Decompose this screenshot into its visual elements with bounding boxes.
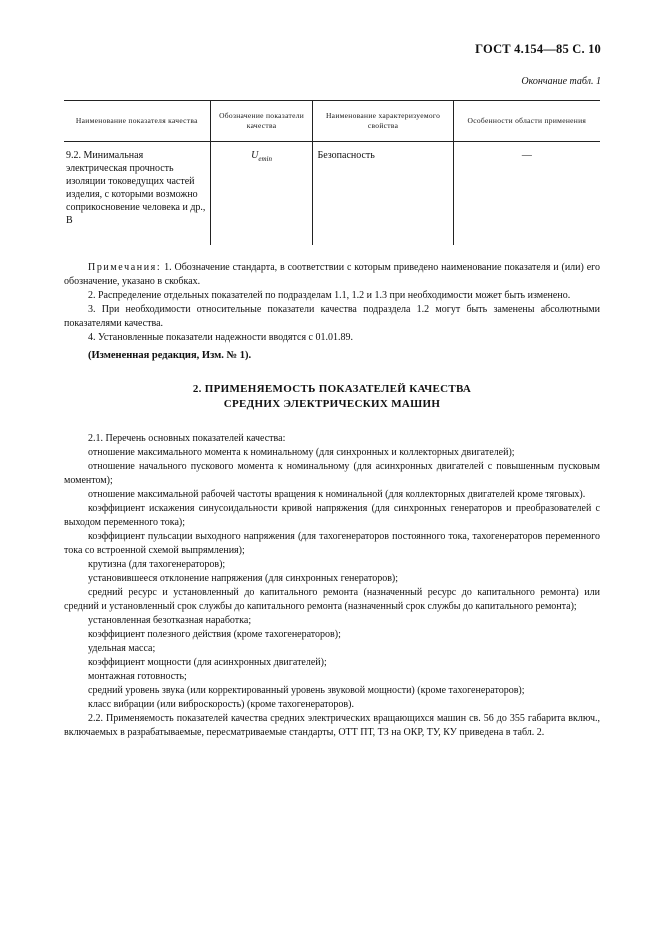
section-title-line-1: 2. ПРИМЕНЯЕМОСТЬ ПОКАЗАТЕЛЕЙ КАЧЕСТВА — [192, 383, 472, 395]
indicators-table — [64, 100, 600, 245]
list-item: коэффициент мощности (для асинхронных двигателей); — [88, 657, 327, 668]
list-item: установленная безотказная наработка; — [88, 615, 252, 626]
amendment-note: (Измененная редакция, Изм. № 1). — [88, 350, 252, 361]
quality-indicator-list — [64, 432, 600, 740]
cell-symbol — [210, 142, 313, 246]
list-item: средний уровень звука (или корректированный уровень звуковой мощности) (кроме тахогенераторов); — [88, 685, 525, 696]
list-item: отношение максимального момента к номинальному (для синхронных и коллекторных двигателей); — [88, 447, 515, 458]
cell-features: — — [453, 142, 600, 246]
note-1 — [64, 261, 600, 289]
column-header-property: Наименование характеризуемого свойства — [313, 101, 453, 142]
list-item: установившееся отклонение напряжения (для синхронных генераторов); — [88, 573, 399, 584]
list-item: коэффициент искажения синусоидальности кривой напряжения (для синхронных генераторов и преобразователей с выходом переменного тока); — [64, 503, 600, 528]
list-item: отношение начального пускового момента к номинальному (для асинхронных двигателей с повышенным пусковым моментом); — [64, 461, 600, 486]
column-header-indicator: Наименование показателя качества — [64, 101, 210, 142]
note-3: 3. При необходимости относительные показатели качества подраздела 1.2 могут быть заменены абсолютными показателями качества. — [64, 304, 600, 329]
list-item: отношение максимальной рабочей частоты вращения к номинальной (для коллекторных двигателей кроме тяговых). — [88, 489, 586, 500]
table-caption: Окончание табл. 1 — [521, 76, 601, 87]
page-header: ГОСТ 4.154—85 С. 10 — [475, 42, 601, 56]
list-item: класс вибрации (или виброскорость) (кроме тахогенераторов). — [88, 699, 354, 710]
list-item: крутизна (для тахогенераторов); — [88, 559, 226, 570]
notes-label: Примечания: — [88, 262, 162, 273]
column-header-features: Особенности области применения — [453, 101, 600, 142]
note-text: 1. Обозначение стандарта, в соответствии с которым приведено наименование показателя и (или) его обозначение, указано в скобках. — [64, 262, 600, 287]
list-item: средний ресурс и установленный до капитального ремонта (назначенный ресурс до капитального ремонта) или средний и установленный срок службы до капитального ремонта (назначенный срок службы до капитального ремонта); — [64, 587, 600, 612]
note-2: 2. Распределение отдельных показателей по подразделам 1.1, 1.2 и 1.3 при необходимости может быть изменено. — [88, 290, 571, 301]
list-item: коэффициент полезного действия (кроме тахогенераторов); — [88, 629, 341, 640]
list-item: монтажная готовность; — [88, 671, 187, 682]
cell-property: Безопасность — [313, 142, 453, 246]
table-row — [64, 142, 600, 246]
notes-block — [64, 261, 600, 345]
note-4: 4. Установленные показатели надежности вводятся с 01.01.89. — [88, 332, 353, 343]
list-item: удельная масса; — [88, 643, 156, 654]
section-title-line-2: СРЕДНИХ ЭЛЕКТРИЧЕСКИХ МАШИН — [223, 398, 441, 410]
cell-indicator: 9.2. Минимальная электрическая прочность изоляции токоведущих частей изделия, с которыми возможно соприкосновение человека и др., В — [66, 150, 206, 226]
table-header-row — [64, 101, 600, 142]
list-item: коэффициент пульсации выходного напряжения (для тахогенераторов постоянного тока, тахогенераторов переменного тока со встроенной схемой выпрямления); — [64, 531, 600, 556]
list-item: 2.1. Перечень основных показателей качества: — [88, 433, 286, 444]
section-title — [64, 382, 600, 412]
symbol-main: U — [251, 150, 259, 161]
symbol-subscript: emin — [258, 155, 272, 163]
list-item: 2.2. Применяемость показателей качества средних электрических вращающихся машин св. 56 до 355 габарита включ., включаемых в разрабатываемые, пересматриваемые стандарты, ОТТ ПТ, ТЗ на ОКР, ТУ, КУ приведена в табл. 2. — [64, 713, 600, 738]
column-header-symbol: Обозначение показатели качества — [210, 101, 313, 142]
